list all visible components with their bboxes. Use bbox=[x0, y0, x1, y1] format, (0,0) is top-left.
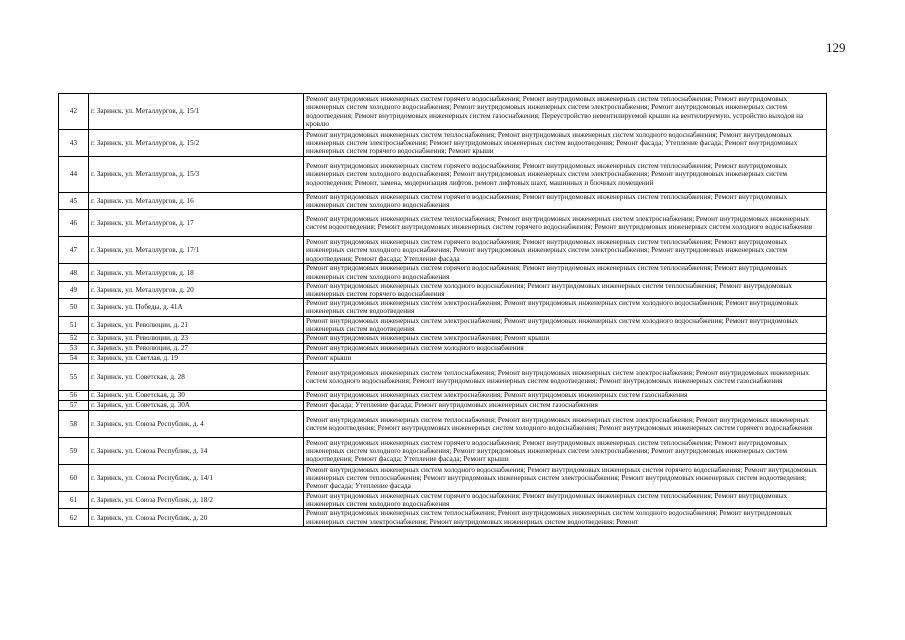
row-number: 60 bbox=[59, 465, 89, 492]
row-address: г. Заринск, ул. Революции, д. 21 bbox=[89, 316, 304, 333]
row-address: г. Заринск, ул. Союза Республик, д. 18/2 bbox=[89, 492, 304, 509]
table-row bbox=[59, 411, 827, 438]
row-address: г. Заринск, ул. Революции, д. 27 bbox=[89, 344, 304, 354]
row-number: 54 bbox=[59, 354, 89, 364]
page-number: 129 bbox=[826, 40, 846, 55]
row-work-list: Ремонт внутридомовых инженерных систем теплоснабжения; Ремонт внутридомовых инженерных систем холодного водоснабжения; Ремонт внутридомовых инженерных систем электроснабжения; Ремонт внутридомовых инженерных систем водоотведения; Ремонт bbox=[304, 509, 827, 526]
row-address: г. Заринск, ул. Революции, д. 23 bbox=[89, 334, 304, 344]
table-row bbox=[59, 94, 827, 130]
row-number: 48 bbox=[59, 264, 89, 281]
table-row bbox=[59, 364, 827, 391]
row-number: 42 bbox=[59, 94, 89, 130]
table-row bbox=[59, 193, 827, 210]
row-address: г. Заринск, ул. Металлургов, д. 15/2 bbox=[89, 130, 304, 157]
row-work-list: Ремонт крыши bbox=[304, 354, 827, 364]
table-row bbox=[59, 492, 827, 509]
row-work-list: Ремонт внутридомовых инженерных систем горячего водоснабжения; Ремонт внутридомовых инженерных систем теплоснабжения; Ремонт внутридомовых инженерных систем холодного водоснабжения bbox=[304, 264, 827, 281]
row-address: г. Заринск, ул. Союза Республик, д. 14/1 bbox=[89, 465, 304, 492]
table-row bbox=[59, 130, 827, 157]
row-number: 59 bbox=[59, 438, 89, 465]
row-number: 58 bbox=[59, 411, 89, 438]
row-number: 45 bbox=[59, 193, 89, 210]
row-work-list: Ремонт внутридомовых инженерных систем теплоснабжения; Ремонт внутридомовых инженерных систем электроснабжения; Ремонт внутридомовых инженерных систем водоотведения; Ремонт внутридомовых инженерных систем горячего водоснабжения; Ремонт внутридомовых инженерных систем холодного водоснабжения bbox=[304, 210, 827, 237]
row-address: г. Заринск, ул. Победы, д. 41А bbox=[89, 299, 304, 316]
table-row bbox=[59, 334, 827, 344]
row-address: г. Заринск, ул. Союза Республик, д. 20 bbox=[89, 509, 304, 526]
row-address: г. Заринск, ул. Союза Республик, д. 4 bbox=[89, 411, 304, 438]
row-number: 52 bbox=[59, 334, 89, 344]
table-row bbox=[59, 157, 827, 193]
table-row bbox=[59, 299, 827, 316]
row-number: 49 bbox=[59, 281, 89, 298]
table-row bbox=[59, 354, 827, 364]
row-address: г. Заринск, ул. Союза Республик, д. 14 bbox=[89, 438, 304, 465]
row-work-list: Ремонт внутридомовых инженерных систем горячего водоснабжения; Ремонт внутридомовых инженерных систем теплоснабжения; Ремонт внутридомовых инженерных систем холодного водоснабжения; Ремонт внутридомовых инженерных систем электроснабжения; Ремонт внутридомовых инженерных систем водоотведения; Ремонт внутридомовых инженерных систем газоснабжения; Переустройство невентилируемой крыши на вентилируемую, устройство выходов на кровлю bbox=[304, 94, 827, 130]
row-work-list: Ремонт внутридомовых инженерных систем электроснабжения; Ремонт внутридомовых инженерных систем газоснабжения bbox=[304, 391, 827, 401]
row-address: г. Заринск, ул. Металлургов, д. 17/1 bbox=[89, 237, 304, 264]
row-address: г. Заринск, ул. Металлургов, д. 17 bbox=[89, 210, 304, 237]
row-work-list: Ремонт внутридомовых инженерных систем горячего водоснабжения; Ремонт внутридомовых инженерных систем теплоснабжения; Ремонт внутридомовых инженерных систем холодного водоснабжения; Ремонт внутридомовых инженерных систем электроснабжения; Ремонт внутридомовых инженерных систем водоотведения; Ремонт, замена, модернизация лифтов, ремонт лифтовых шахт, машинных и блочных помещений bbox=[304, 157, 827, 193]
row-work-list: Ремонт внутридомовых инженерных систем горячего водоснабжения; Ремонт внутридомовых инженерных систем теплоснабжения; Ремонт внутридомовых инженерных систем холодного водоснабжения bbox=[304, 492, 827, 509]
table-row bbox=[59, 281, 827, 298]
table-row bbox=[59, 438, 827, 465]
row-work-list: Ремонт внутридомовых инженерных систем холодного водоснабжения bbox=[304, 344, 827, 354]
row-work-list: Ремонт внутридомовых инженерных систем теплоснабжения; Ремонт внутридомовых инженерных систем холодного водоснабжения; Ремонт внутридомовых инженерных систем электроснабжения; Ремонт внутридомовых инженерных систем водоотведения; Ремонт фасада; Утепление фасада; Ремонт внутридомовых инженерных систем горячего водоснабжения; Ремонт крыши bbox=[304, 130, 827, 157]
row-address: г. Заринск, ул. Светлая, д. 19 bbox=[89, 354, 304, 364]
row-address: г. Заринск, ул. Металлургов, д. 15/3 bbox=[89, 157, 304, 193]
row-address: г. Заринск, ул. Металлургов, д. 18 bbox=[89, 264, 304, 281]
table-row bbox=[59, 210, 827, 237]
repair-registry-table bbox=[58, 93, 827, 527]
table-row bbox=[59, 509, 827, 526]
row-number: 46 bbox=[59, 210, 89, 237]
row-address: г. Заринск, ул. Металлургов, д. 20 bbox=[89, 281, 304, 298]
row-work-list: Ремонт внутридомовых инженерных систем холодного водоснабжения; Ремонт внутридомовых инженерных систем горячего водоснабжения; Ремонт внутридомовых инженерных систем теплоснабжения; Ремонт внутридомовых инженерных систем электроснабжения; Ремонт внутридомовых инженерных систем водоотведения; Ремонт фасада; Утепление фасада bbox=[304, 465, 827, 492]
row-number: 43 bbox=[59, 130, 89, 157]
table-row bbox=[59, 391, 827, 401]
row-work-list: Ремонт внутридомовых инженерных систем электроснабжения; Ремонт крыши bbox=[304, 334, 827, 344]
row-work-list: Ремонт внутридомовых инженерных систем электроснабжения; Ремонт внутридомовых инженерных систем холодного водоснабжения; Ремонт внутридомовых инженерных систем водоотведения bbox=[304, 299, 827, 316]
row-number: 55 bbox=[59, 364, 89, 391]
row-work-list: Ремонт внутридомовых инженерных систем теплоснабжения; Ремонт внутридомовых инженерных систем электроснабжения; Ремонт внутридомовых инженерных систем холодного водоснабжения; Ремонт внутридомовых инженерных систем водоотведения; Ремонт внутридомовых инженерных систем газоснабжения bbox=[304, 364, 827, 391]
row-work-list: Ремонт внутридомовых инженерных систем электроснабжения; Ремонт внутридомовых инженерных систем холодного водоснабжения; Ремонт внутридомовых инженерных систем водоотведения bbox=[304, 316, 827, 333]
row-address: г. Заринск, ул. Советская, д. 28 bbox=[89, 364, 304, 391]
table-row bbox=[59, 401, 827, 411]
row-address: г. Заринск, ул. Металлургов, д. 16 bbox=[89, 193, 304, 210]
row-number: 53 bbox=[59, 344, 89, 354]
row-number: 47 bbox=[59, 237, 89, 264]
row-number: 50 bbox=[59, 299, 89, 316]
table-row bbox=[59, 344, 827, 354]
row-work-list: Ремонт внутридомовых инженерных систем горячего водоснабжения; Ремонт внутридомовых инженерных систем теплоснабжения; Ремонт внутридомовых инженерных систем холодного водоснабжения; Ремонт внутридомовых инженерных систем электроснабжения; Ремонт внутридомовых инженерных систем водоотведения; Ремонт фасада; Утепление фасада; Ремонт крыши bbox=[304, 438, 827, 465]
row-number: 51 bbox=[59, 316, 89, 333]
table-row bbox=[59, 264, 827, 281]
row-address: г. Заринск, ул. Советская, д. 30А bbox=[89, 401, 304, 411]
row-address: г. Заринск, ул. Советская, д. 30 bbox=[89, 391, 304, 401]
table-row bbox=[59, 316, 827, 333]
table-row bbox=[59, 465, 827, 492]
row-work-list: Ремонт внутридомовых инженерных систем горячего водоснабжения; Ремонт внутридомовых инженерных систем теплоснабжения; Ремонт внутридомовых инженерных систем холодного водоснабжения; Ремонт внутридомовых инженерных систем электроснабжения; Ремонт внутридомовых инженерных систем водоотведения; Ремонт фасада; Утепление фасада bbox=[304, 237, 827, 264]
row-number: 62 bbox=[59, 509, 89, 526]
registry-body bbox=[59, 94, 827, 527]
row-work-list: Ремонт внутридомовых инженерных систем холодного водоснабжения; Ремонт внутридомовых инженерных систем теплоснабжения; Ремонт внутридомовых инженерных систем горячего водоснабжения bbox=[304, 281, 827, 298]
row-number: 61 bbox=[59, 492, 89, 509]
row-number: 44 bbox=[59, 157, 89, 193]
row-address: г. Заринск, ул. Металлургов, д. 15/1 bbox=[89, 94, 304, 130]
row-work-list: Ремонт внутридомовых инженерных систем теплоснабжения; Ремонт внутридомовых инженерных систем электроснабжения; Ремонт внутридомовых инженерных систем водоотведения; Ремонт внутридомовых инженерных систем холодного водоснабжения; Ремонт внутридомовых инженерных систем горячего водоснабжения bbox=[304, 411, 827, 438]
row-number: 56 bbox=[59, 391, 89, 401]
row-number: 57 bbox=[59, 401, 89, 411]
row-work-list: Ремонт внутридомовых инженерных систем горячего водоснабжения; Ремонт внутридомовых инженерных систем теплоснабжения; Ремонт внутридомовых инженерных систем холодного водоснабжения bbox=[304, 193, 827, 210]
table-row bbox=[59, 237, 827, 264]
row-work-list: Ремонт фасада; Утепление фасада; Ремонт внутридомовых инженерных систем газоснабжения bbox=[304, 401, 827, 411]
